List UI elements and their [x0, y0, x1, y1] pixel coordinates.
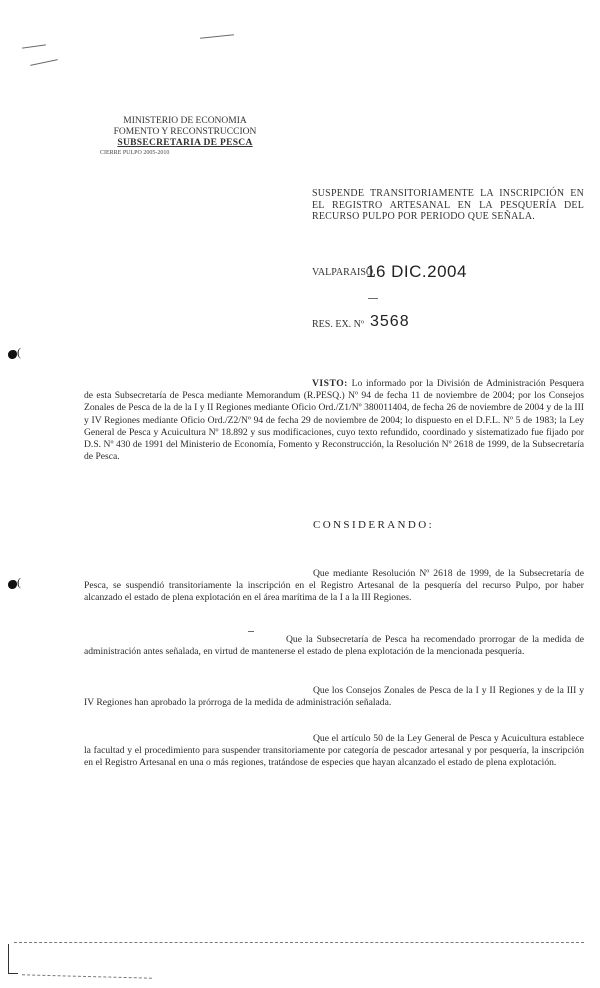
ministry-line-2: FOMENTO Y RECONSTRUCCION	[113, 127, 257, 137]
scan-artifact-top-center	[200, 34, 234, 39]
place-label: VALPARAISO,	[312, 267, 376, 278]
scan-artifact-bottom-line-2	[22, 974, 152, 978]
file-reference: CIERRE PULPO 2005-2010	[100, 150, 170, 156]
scan-artifact-bottom-line-1	[14, 942, 584, 943]
date-underline-mark	[368, 298, 378, 299]
punch-hole-top	[8, 350, 17, 359]
considerando-1: Que mediante Resolución Nº 2618 de 1999, de la Subsecretaría de Pesca, se suspendió transitoriamente la inscripción en el Registro Artesanal de la pesquería del recurso Pulpo, por haber alcanzado el estado de plena explotación en el área marítima de la I a la III Regiones.	[84, 568, 584, 604]
scan-artifact-bottom-vertical	[8, 944, 9, 974]
visto-lead: VISTO:	[312, 378, 348, 389]
scan-artifact-mark-1	[248, 631, 254, 632]
scan-artifact-top-left-2	[30, 59, 58, 66]
resolution-label: RES. EX. Nº	[312, 319, 364, 330]
considerando-2: Que la Subsecretaría de Pesca ha recomendado prorrogar de la medida de administración antes señalada, en virtud de mantenerse el estado de plena explotación de la mencionada pesquería.	[84, 634, 584, 658]
ministry-line-1: MINISTERIO DE ECONOMIA	[123, 116, 247, 126]
subsecretaria-name: SUBSECRETARIA DE PESCA	[117, 138, 253, 148]
resolution-number: 3568	[370, 313, 410, 330]
document-subject: SUSPENDE TRANSITORIAMENTE LA INSCRIPCIÓN EN EL REGISTRO ARTESANAL EN LA PESQUERÍA DEL RECURSO PULPO POR PERIODO QUE SEÑALA.	[312, 188, 584, 222]
scan-artifact-bottom-corner	[8, 973, 18, 974]
considerando-heading: CONSIDERANDO:	[313, 519, 435, 531]
visto-text: Lo informado por la División de Administración Pesquera de esta Subsecretaría de Pesca mediante Memorandum (R.PESQ.) Nº 94 de fecha 11 de noviembre de 2004; por los Consejos Zonales de Pesca de la de la I y II Regiones mediante Oficio Ord./Z1/Nº 380011404, de fecha 26 de noviembre de 2004 y de la III y IV Regiones mediante Oficio Ord./Z2/Nº 94 de fecha 29 de noviembre de 2004; lo dispuesto en el D.F.L. Nº 5 de 1983; la Ley General de Pesca y Acuicultura Nº 18.892 y sus modificaciones, cuyo texto refundido, coordinado y sistematizado fue fijado por D.S. Nº 430 de 1991 del Ministerio de Economía, Fomento y Reconstrucción, la Resolución Nº 2618 de 1999, de la Subsecretaría de Pesca.	[84, 378, 584, 463]
punch-hole-mark-top: (	[17, 345, 21, 359]
considerando-3: Que los Consejos Zonales de Pesca de la I y II Regiones y de la III y IV Regiones han aprobado la prórroga de la medida de administración señalada.	[84, 685, 584, 709]
punch-hole-middle	[8, 580, 17, 589]
considerando-4: Que el artículo 50 de la Ley General de Pesca y Acuicultura establece la facultad y el procedimiento para suspender transitoriamente por categoría de pescador artesanal y por pesquería, la inscripción en el Registro Artesanal en una o más regiones, tratándose de especies que hayan alcanzado el estado de plena explotación.	[84, 733, 584, 769]
scan-artifact-top-left-1	[22, 44, 46, 48]
punch-hole-mark-middle: (	[17, 575, 21, 589]
letterhead	[100, 116, 270, 157]
visto-paragraph	[84, 378, 584, 463]
date-stamp: 16 DIC.2004	[366, 262, 467, 281]
